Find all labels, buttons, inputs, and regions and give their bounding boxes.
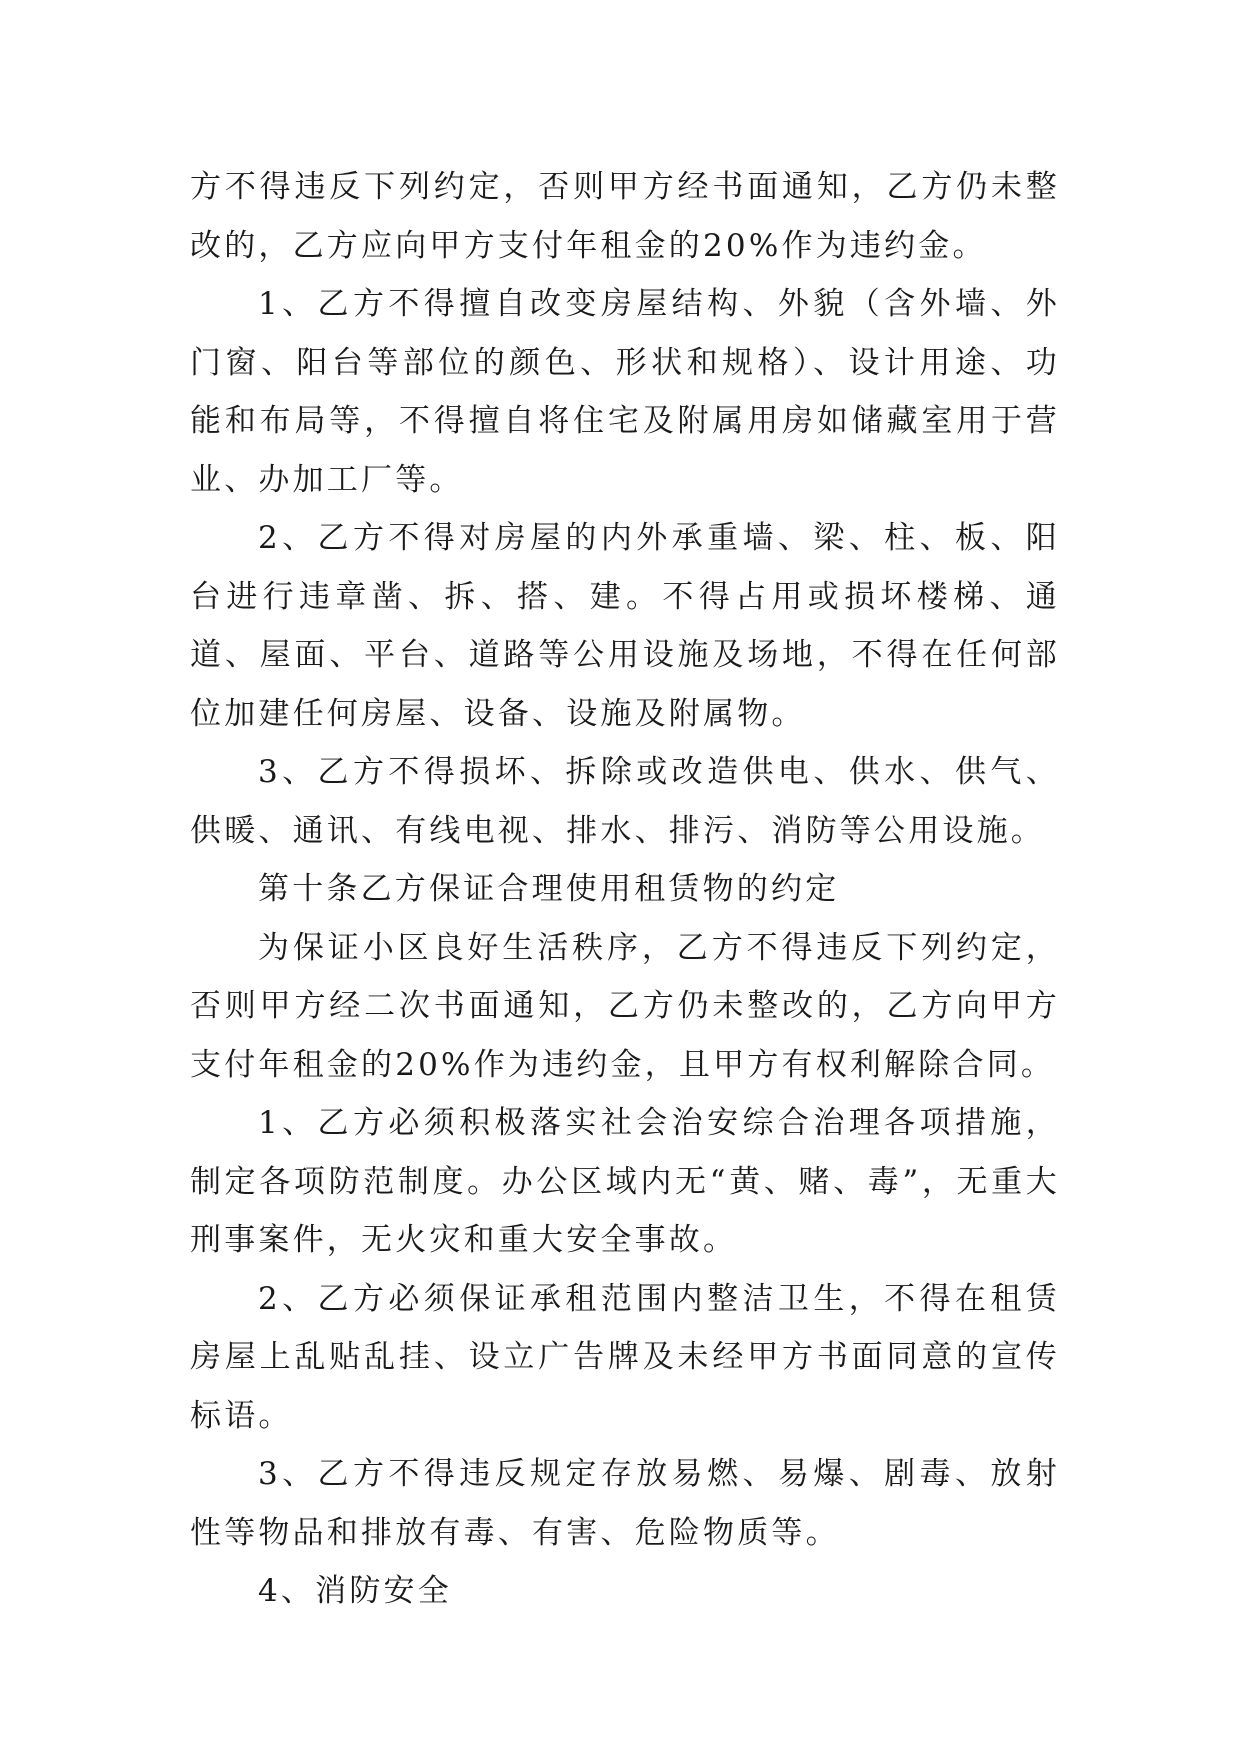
paragraph-9: 3、乙方不得违反规定存放易燃、易爆、剧毒、放射性等物品和排放有毒、有害、危险物质等。	[190, 1456, 1060, 1551]
paragraph-7: 1、乙方必须积极落实社会治安综合治理各项措施，制定各项防范制度。办公区域内无“黄、赌、毒”，无重大刑事案件，无火灾和重大安全事故。	[190, 1105, 1060, 1258]
paragraph-4: 3、乙方不得损坏、拆除或改造供电、供水、供气、供暖、通讯、有线电视、排水、排污、消防等公用设施。	[190, 754, 1060, 849]
paragraph-8: 2、乙方必须保证承租范围内整洁卫生，不得在租赁房屋上乱贴乱挂、设立广告牌及未经甲方书面同意的宣传标语。	[190, 1280, 1060, 1434]
paragraph-6: 为保证小区良好生活秩序，乙方不得违反下列约定，否则甲方经二次书面通知，乙方仍未整改的，乙方向甲方支付年租金的20%作为违约金，且甲方有权利解除合同。	[190, 929, 1060, 1083]
paragraph-10: 4、消防安全	[258, 1573, 452, 1609]
section-heading-article-10: 第十条乙方保证合理使用租赁物的约定	[258, 871, 840, 907]
paragraph-3: 2、乙方不得对房屋的内外承重墙、梁、柱、板、阳台进行违章凿、拆、搭、建。不得占用或损坏楼梯、通道、屋面、平台、道路等公用设施及场地，不得在任何部位加建任何房屋、设备、设施及附属物。	[190, 520, 1060, 732]
paragraph-2: 1、乙方不得擅自改变房屋结构、外貌（含外墙、外门窗、阳台等部位的颜色、形状和规格）、设计用途、功能和布局等，不得擅自将住宅及附属用房如储藏室用于营业、办加工厂等。	[190, 286, 1060, 498]
paragraph-1: 方不得违反下列约定，否则甲方经书面通知，乙方仍未整改的，乙方应向甲方支付年租金的20%作为违约金。	[190, 169, 1060, 264]
document-body	[190, 158, 1060, 1621]
